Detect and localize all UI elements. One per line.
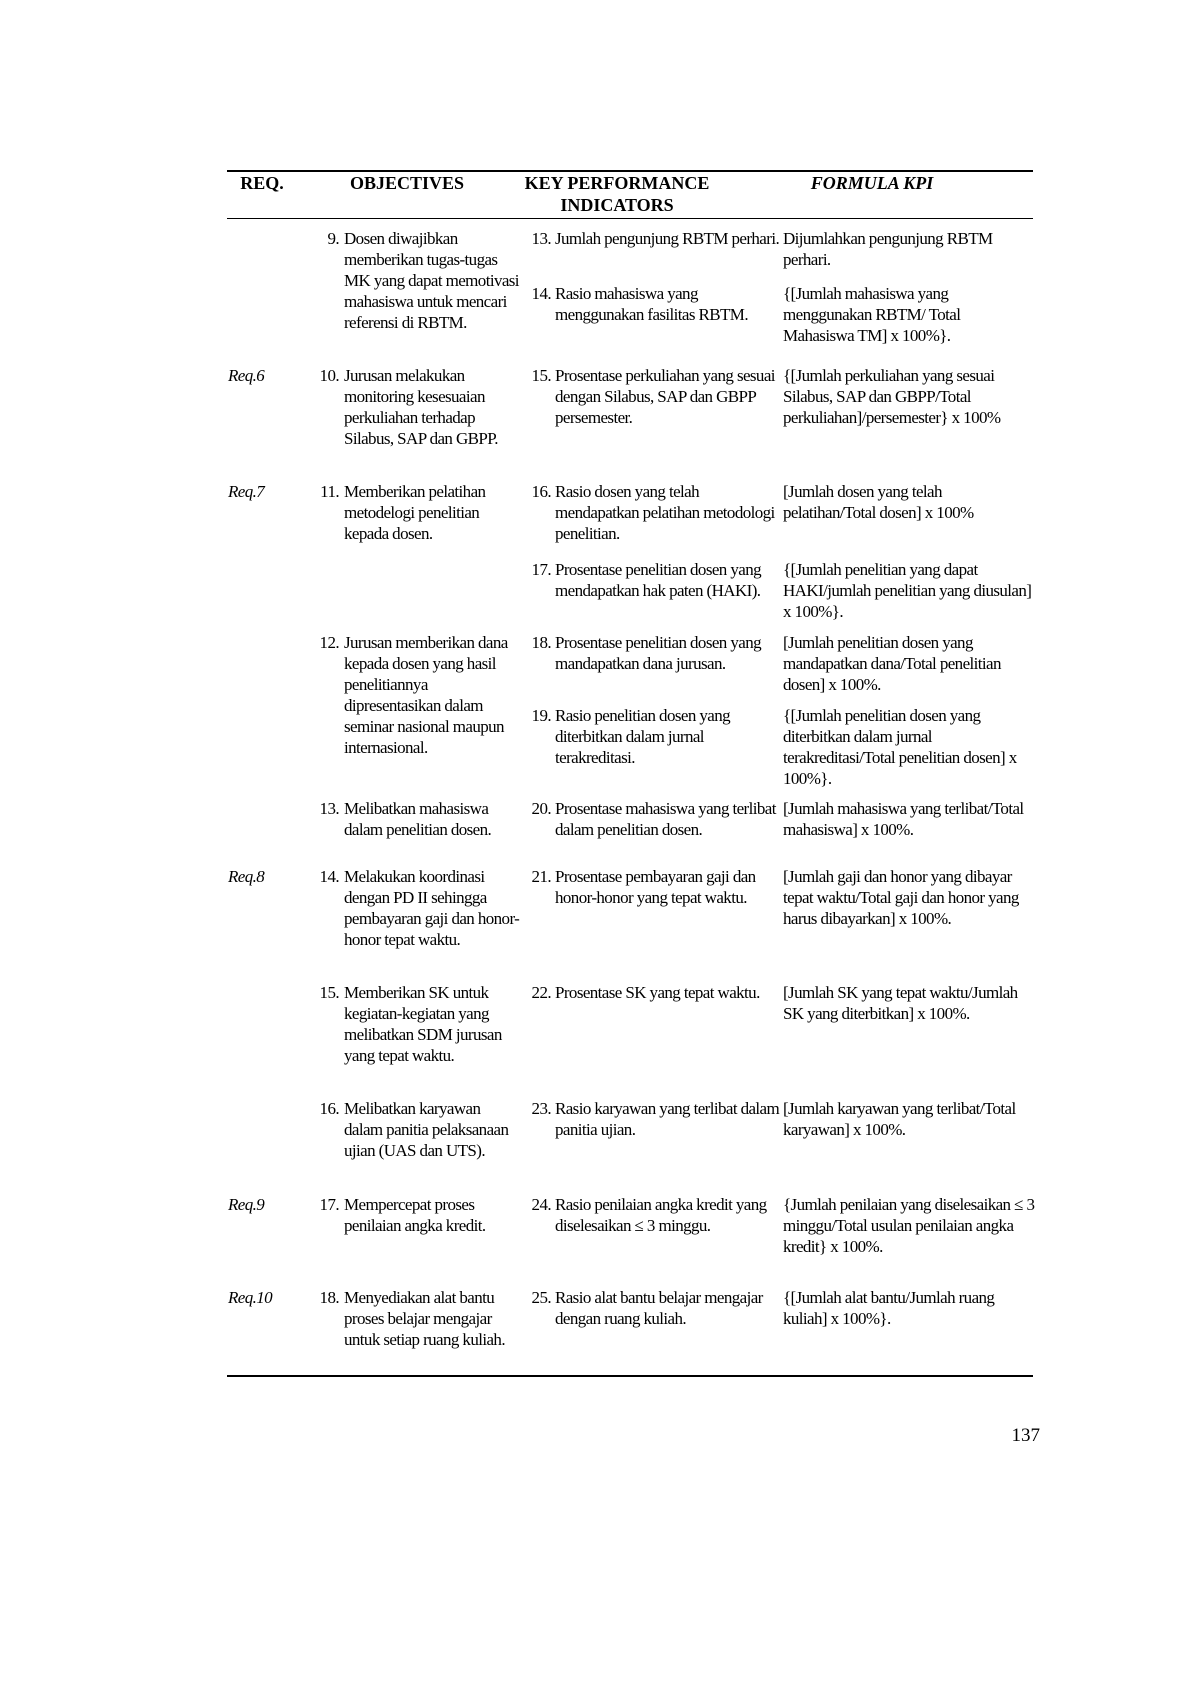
formula-text: {[Jumlah penelitian dosen yang diterbitkan dalam jurnal terakreditasi/Total penelitian dosen] x 100%}.	[783, 706, 1017, 788]
formula-text: {[Jumlah perkuliahan yang sesuai Silabus, SAP dan GBPP/Total perkuliahan]/persemester} x 100%	[783, 366, 1001, 427]
formula-text: {Jumlah penilaian yang diselesaikan ≤ 3 minggu/Total usulan penilaian angka kredit} x 100%.	[783, 1195, 1035, 1256]
kpi-number: 15.	[531, 366, 551, 385]
objective-text: Melibatkan mahasiswa dalam penelitian dosen.	[344, 799, 492, 839]
kpi-text: Jumlah pengunjung RBTM perhari.	[555, 229, 780, 248]
objective-text: Jurusan memberikan dana kepada dosen yang hasil penelitiannya dipresentasikan dalam seminar nasional maupun internasional.	[344, 633, 508, 757]
objective-text: Mempercepat proses penilaian angka kredit.	[344, 1195, 486, 1235]
formula-text: {[Jumlah penelitian yang dapat HAKI/jumlah penelitian yang diusulan] x 100%}.	[783, 560, 1032, 621]
header-formula: FORMULA KPI	[810, 173, 934, 193]
kpi-number: 17.	[531, 560, 551, 579]
objective-text: Memberikan pelatihan metodelogi penelitian kepada dosen.	[344, 482, 486, 543]
kpi-number: 14.	[531, 284, 551, 303]
req-label: Req.8	[228, 867, 265, 886]
kpi-number: 19.	[531, 706, 551, 725]
kpi-text: Rasio karyawan yang terlibat dalam panitia ujian.	[555, 1099, 780, 1139]
kpi-text: Prosentase perkuliahan yang sesuai dengan Silabus, SAP dan GBPP persemester.	[555, 366, 775, 427]
page-number: 137	[1011, 1425, 1040, 1446]
header-divider-rule	[227, 218, 1033, 219]
objective-text: Melibatkan karyawan dalam panitia pelaksanaan ujian (UAS dan UTS).	[344, 1099, 509, 1160]
formula-text: {[Jumlah alat bantu/Jumlah ruang kuliah] x 100%}.	[783, 1288, 995, 1328]
formula-text: [Jumlah SK yang tepat waktu/Jumlah SK yang diterbitkan] x 100%.	[783, 983, 1018, 1023]
header-req: REQ.	[240, 173, 284, 193]
formula-text: Dijumlahkan pengunjung RBTM perhari.	[783, 229, 993, 269]
table-bottom-rule	[227, 1375, 1033, 1377]
objective-text: Menyediakan alat bantu proses belajar mengajar untuk setiap ruang kuliah.	[344, 1288, 505, 1349]
kpi-text: Rasio mahasiswa yang menggunakan fasilitas RBTM.	[555, 284, 748, 324]
objective-text: Melakukan koordinasi dengan PD II sehingga pembayaran gaji dan honor-honor tepat waktu.	[344, 867, 520, 949]
kpi-text: Rasio alat bantu belajar mengajar dengan ruang kuliah.	[555, 1288, 763, 1328]
objective-text: Memberikan SK untuk kegiatan-kegiatan yang melibatkan SDM jurusan yang tepat waktu.	[344, 983, 502, 1065]
objective-number: 15.	[319, 983, 339, 1002]
objective-text: Dosen diwajibkan memberikan tugas-tugas MK yang dapat memotivasi mahasiswa untuk mencari referensi di RBTM.	[344, 229, 519, 332]
formula-text: [Jumlah penelitian dosen yang mandapatkan dana/Total penelitian dosen] x 100%.	[783, 633, 1001, 694]
formula-text: {[Jumlah mahasiswa yang menggunakan RBTM/ Total Mahasiswa TM] x 100%}.	[783, 284, 961, 345]
kpi-text: Prosentase SK yang tepat waktu.	[555, 983, 760, 1002]
kpi-text: Prosentase pembayaran gaji dan honor-honor yang tepat waktu.	[555, 867, 756, 907]
kpi-number: 22.	[531, 983, 551, 1002]
kpi-number: 16.	[531, 482, 551, 501]
header-kpi: KEY PERFORMANCE INDICATORS	[524, 173, 710, 215]
kpi-number: 21.	[531, 867, 551, 886]
kpi-number: 25.	[531, 1288, 551, 1307]
header-objectives: OBJECTIVES	[349, 173, 465, 193]
objective-number: 14.	[319, 867, 339, 886]
req-label: Req.7	[228, 482, 265, 501]
objective-number: 9.	[327, 229, 339, 248]
objective-number: 18.	[319, 1288, 339, 1307]
objective-number: 16.	[319, 1099, 339, 1118]
kpi-text: Rasio dosen yang telah mendapatkan pelatihan metodologi penelitian.	[555, 482, 775, 543]
objective-number: 17.	[319, 1195, 339, 1214]
kpi-text: Rasio penilaian angka kredit yang diselesaikan ≤ 3 minggu.	[555, 1195, 767, 1235]
objective-number: 12.	[319, 633, 339, 652]
objective-number: 13.	[319, 799, 339, 818]
req-label: Req.6	[228, 366, 265, 385]
req-label: Req.9	[228, 1195, 265, 1214]
objective-number: 10.	[319, 366, 339, 385]
formula-text: [Jumlah gaji dan honor yang dibayar tepat waktu/Total gaji dan honor yang harus dibayarkan] x 100%.	[783, 867, 1019, 928]
kpi-number: 23.	[531, 1099, 551, 1118]
kpi-text: Prosentase penelitian dosen yang mandapatkan dana jurusan.	[555, 633, 761, 673]
kpi-text: Prosentase penelitian dosen yang mendapatkan hak paten (HAKI).	[555, 560, 761, 600]
formula-text: [Jumlah mahasiswa yang terlibat/Total mahasiswa] x 100%.	[783, 799, 1024, 839]
req-label: Req.10	[228, 1288, 273, 1307]
kpi-number: 20.	[531, 799, 551, 818]
objective-number: 11.	[320, 482, 339, 501]
formula-text: [Jumlah karyawan yang terlibat/Total karyawan] x 100%.	[783, 1099, 1016, 1139]
formula-text: [Jumlah dosen yang telah pelatihan/Total dosen] x 100%	[783, 482, 974, 522]
kpi-text: Prosentase mahasiswa yang terlibat dalam penelitian dosen.	[555, 799, 776, 839]
kpi-text: Rasio penelitian dosen yang diterbitkan dalam jurnal terakreditasi.	[555, 706, 731, 767]
kpi-number: 24.	[531, 1195, 551, 1214]
kpi-number: 18.	[531, 633, 551, 652]
objective-text: Jurusan melakukan monitoring kesesuaian perkuliahan terhadap Silabus, SAP dan GBPP.	[344, 366, 498, 448]
kpi-number: 13.	[531, 229, 551, 248]
